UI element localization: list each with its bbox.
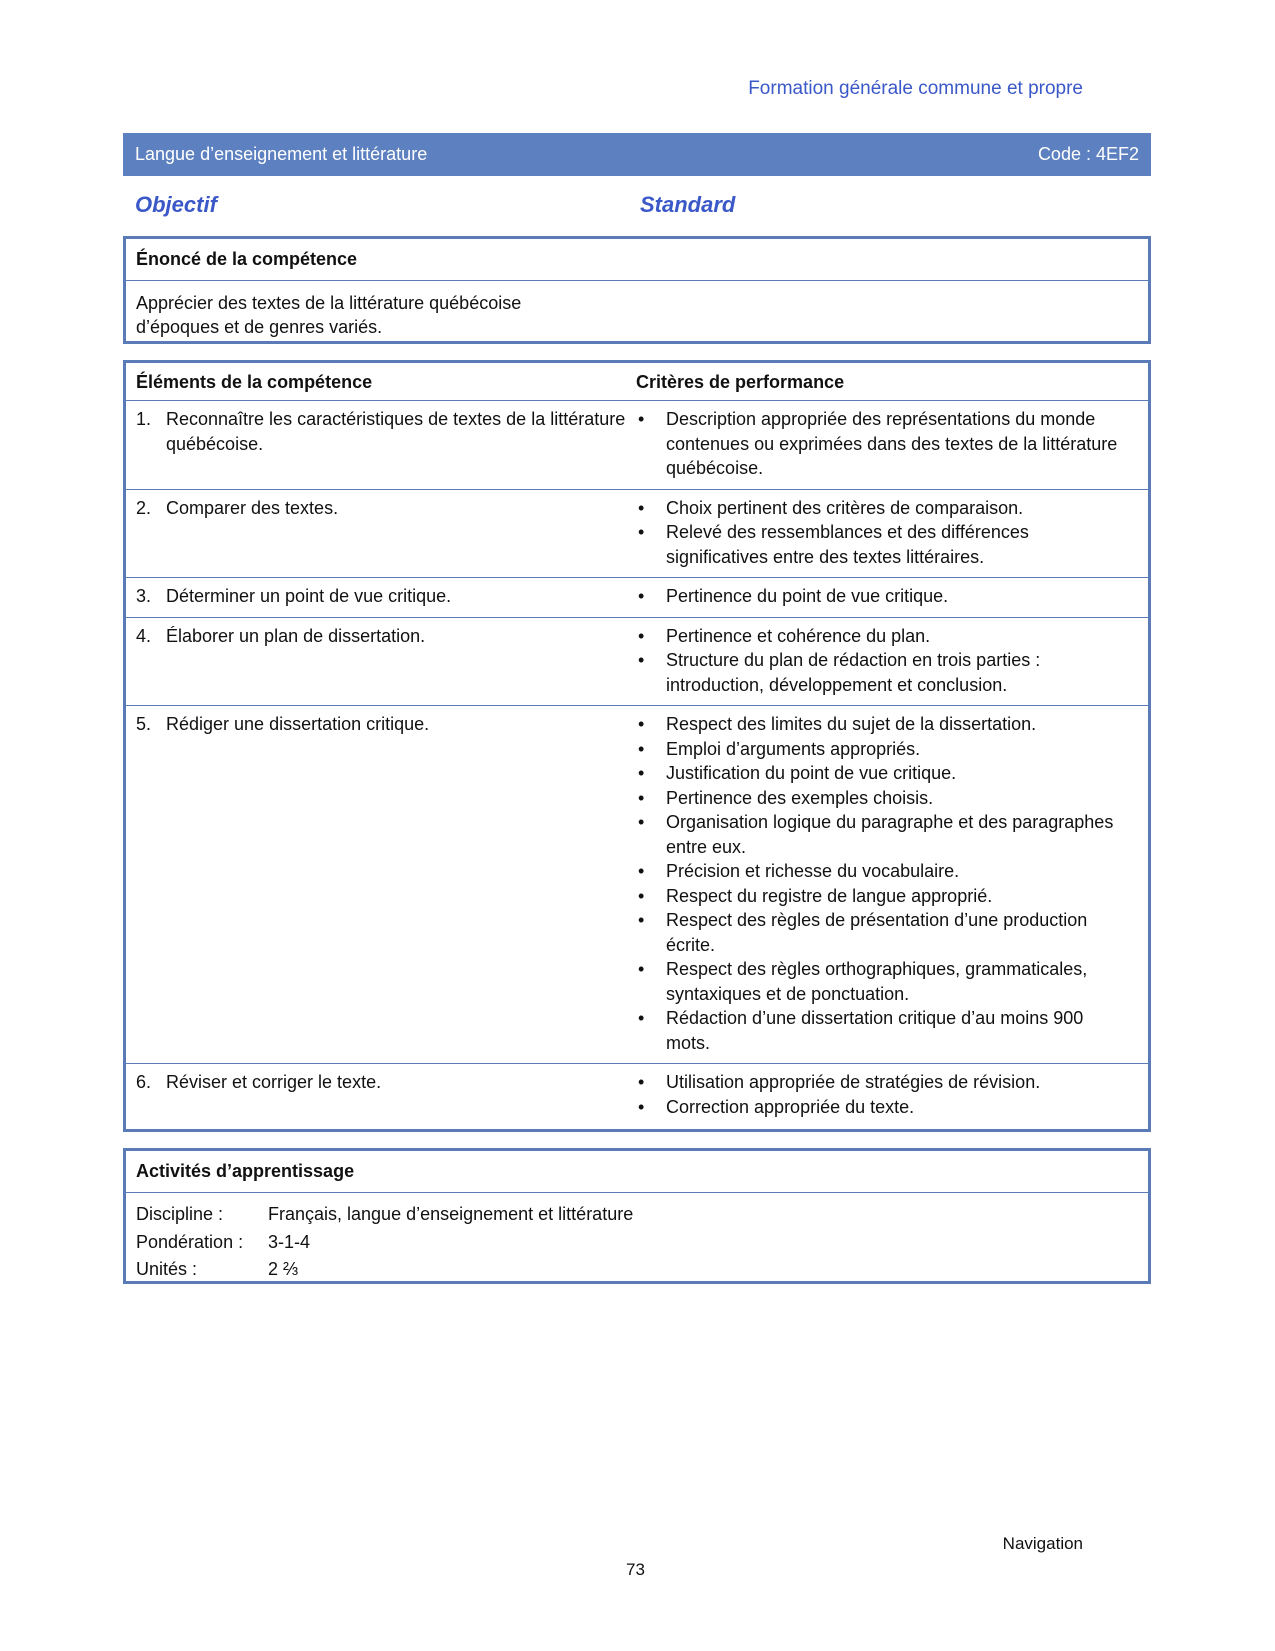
bullet-icon: • xyxy=(638,1096,645,1117)
element-number: 5. xyxy=(136,714,152,734)
ponderation-value: 3-1-4 xyxy=(268,1231,311,1252)
element-number: 1. xyxy=(136,409,152,429)
element-number: 4. xyxy=(136,625,152,646)
criterion-item xyxy=(636,859,1128,884)
ponderation-label: Pondération : xyxy=(136,1231,244,1252)
criterion-item xyxy=(636,1070,1128,1095)
element-cell xyxy=(126,1070,636,1119)
criterion-item xyxy=(636,786,1128,811)
criterion-text: Structure du plan de rédaction en trois parties : introduction, développement et conclusion. xyxy=(666,650,1041,695)
bullet-icon: • xyxy=(638,1008,645,1028)
criteria-cell xyxy=(636,584,1148,609)
activites-title: Activités d’apprentissage xyxy=(126,1151,1148,1193)
element-text: Rédiger une dissertation critique. xyxy=(166,714,430,734)
activites-section xyxy=(123,1148,1151,1284)
criterion-item xyxy=(636,884,1128,909)
criterion-text: Respect des règles de présentation d’une production écrite. xyxy=(666,910,1088,955)
enonce-title: Énoncé de la compétence xyxy=(126,239,1148,281)
enonce-section xyxy=(123,236,1151,344)
criterion-text: Respect des limites du sujet de la dissertation. xyxy=(666,714,1037,734)
element-cell xyxy=(126,407,636,481)
criterion-item xyxy=(636,810,1128,859)
criterion-item xyxy=(636,737,1128,762)
discipline-label: Discipline : xyxy=(136,1204,224,1224)
element-text: Comparer des textes. xyxy=(166,497,339,518)
criterion-text: Pertinence des exemples choisis. xyxy=(666,787,934,808)
table-row xyxy=(126,401,1148,490)
criterion-item xyxy=(636,520,1128,569)
bullet-icon: • xyxy=(638,763,645,783)
enonce-line: d’époques et de genres variés. xyxy=(136,317,383,337)
criteria-cell xyxy=(636,624,1148,698)
element-number: 6. xyxy=(136,1072,152,1092)
criterion-item xyxy=(636,1006,1128,1055)
element-number: 3. xyxy=(136,586,152,606)
bullet-icon: • xyxy=(638,650,645,670)
criterion-item xyxy=(636,957,1128,1006)
criterion-item xyxy=(636,1095,1128,1120)
table-row xyxy=(126,618,1148,707)
bullet-icon: • xyxy=(638,522,645,542)
criterion-text: Relevé des ressemblances et des différences significatives entre des textes littéraires. xyxy=(666,522,1029,567)
criterion-text: Utilisation appropriée de stratégies de révision. xyxy=(666,1072,1041,1092)
criterion-item xyxy=(636,712,1128,737)
unites-label: Unités : xyxy=(136,1259,198,1279)
criterion-item xyxy=(636,908,1128,957)
element-text: Reconnaître les caractéristiques de textes de la littérature québécoise. xyxy=(166,409,626,454)
element-text: Élaborer un plan de dissertation. xyxy=(166,625,426,646)
element-cell xyxy=(126,584,636,609)
standard-label: Standard xyxy=(640,192,736,217)
element-number: 2. xyxy=(136,497,152,518)
bullet-icon: • xyxy=(638,885,645,906)
activites-details xyxy=(126,1193,1148,1292)
bullet-icon: • xyxy=(638,1072,645,1092)
table-row xyxy=(126,1064,1148,1127)
course-header-bar xyxy=(123,133,1151,176)
bullet-icon: • xyxy=(638,714,645,734)
unites-value: 2 ⅔ xyxy=(268,1259,299,1279)
criterion-text: Description appropriée des représentations du monde contenues ou exprimées dans des textes de la littérature québécoise. xyxy=(666,409,1118,478)
enonce-line: Apprécier des textes de la littérature québécoise xyxy=(136,293,522,313)
element-text: Déterminer un point de vue critique. xyxy=(166,586,452,606)
enonce-text xyxy=(126,281,596,347)
page-number: 73 xyxy=(626,1560,645,1579)
col-elements-header: Éléments de la compétence xyxy=(136,372,373,392)
bullet-icon: • xyxy=(638,409,645,429)
bullet-icon: • xyxy=(638,959,645,979)
criteria-cell xyxy=(636,712,1148,1055)
element-cell xyxy=(126,712,636,1055)
criterion-text: Emploi d’arguments appropriés. xyxy=(666,738,921,759)
criterion-item xyxy=(636,648,1128,697)
table-row xyxy=(126,490,1148,579)
criterion-text: Rédaction d’une dissertation critique d’au moins 900 mots. xyxy=(666,1008,1084,1053)
bullet-icon: • xyxy=(638,625,645,646)
bullet-icon: • xyxy=(638,787,645,808)
table-body xyxy=(126,401,1148,1127)
course-name: Langue d’enseignement et littérature xyxy=(135,144,428,164)
criterion-text: Respect des règles orthographiques, grammaticales, syntaxiques et de ponctuation. xyxy=(666,959,1088,1004)
discipline-value: Français, langue d’enseignement et littérature xyxy=(268,1204,634,1224)
element-text: Réviser et corriger le texte. xyxy=(166,1072,382,1092)
document-section-title: Formation générale commune et propre xyxy=(748,78,1083,99)
table-row xyxy=(126,706,1148,1064)
criterion-text: Choix pertinent des critères de comparaison. xyxy=(666,497,1024,518)
table-header xyxy=(126,363,1148,401)
criterion-text: Précision et richesse du vocabulaire. xyxy=(666,861,960,881)
col-criteres-header: Critères de performance xyxy=(636,372,845,392)
criterion-item xyxy=(636,761,1128,786)
ponderation-line xyxy=(136,1229,1138,1257)
objectif-label: Objectif xyxy=(135,192,217,217)
criterion-text: Pertinence du point de vue critique. xyxy=(666,586,949,606)
criterion-item xyxy=(636,624,1128,649)
table-row xyxy=(126,578,1148,618)
bullet-icon: • xyxy=(638,910,645,930)
criterion-text: Pertinence et cohérence du plan. xyxy=(666,625,931,646)
bullet-icon: • xyxy=(638,497,645,518)
bullet-icon: • xyxy=(638,812,645,832)
criteria-cell xyxy=(636,1070,1148,1119)
criterion-text: Justification du point de vue critique. xyxy=(666,763,957,783)
criterion-text: Organisation logique du paragraphe et des paragraphes entre eux. xyxy=(666,812,1114,857)
criteria-cell xyxy=(636,407,1148,481)
criterion-text: Correction appropriée du texte. xyxy=(666,1096,915,1117)
bullet-icon: • xyxy=(638,861,645,881)
navigation-link[interactable]: Navigation xyxy=(1002,1534,1083,1553)
bullet-icon: • xyxy=(638,738,645,759)
competence-table xyxy=(123,360,1151,1132)
criterion-item xyxy=(636,584,1128,609)
criterion-text: Respect du registre de langue approprié. xyxy=(666,885,993,906)
element-cell xyxy=(126,624,636,698)
element-cell xyxy=(126,496,636,570)
criteria-cell xyxy=(636,496,1148,570)
course-code: Code : 4EF2 xyxy=(1037,144,1139,164)
unites-line xyxy=(136,1256,1138,1284)
criterion-item xyxy=(636,407,1128,481)
bullet-icon: • xyxy=(638,586,645,606)
discipline-line xyxy=(136,1201,1138,1229)
criterion-item xyxy=(636,496,1128,521)
